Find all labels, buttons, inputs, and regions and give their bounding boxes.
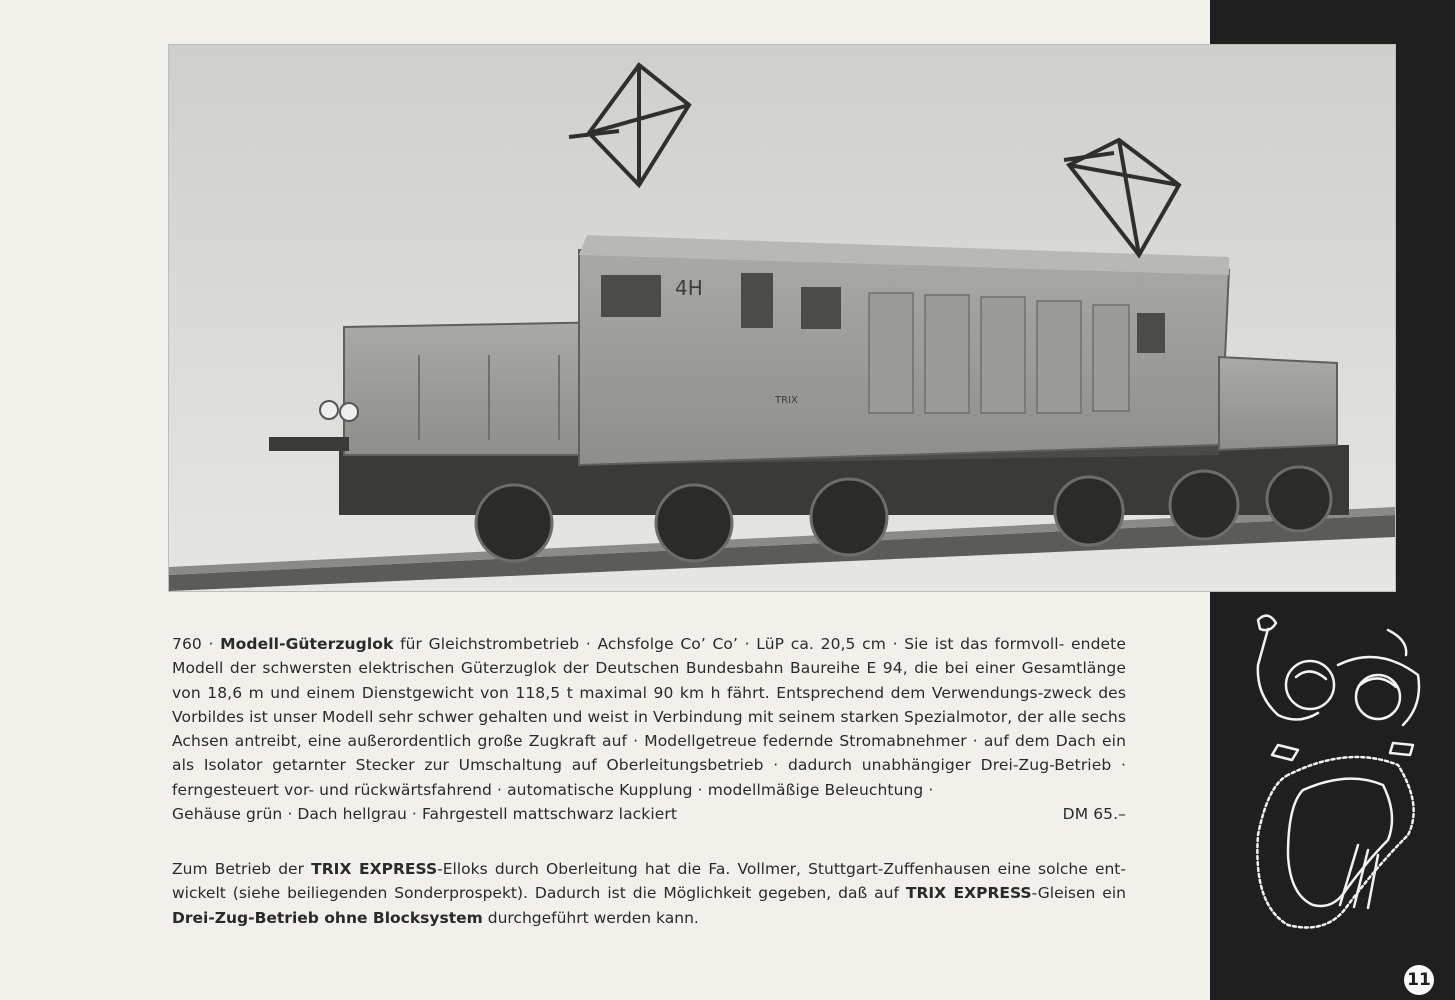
product-number: 760	[172, 635, 202, 653]
price-line	[172, 802, 1126, 826]
price: DM 65.–	[1062, 805, 1126, 824]
brand-name-1: TRIX EXPRESS	[311, 860, 438, 878]
note-text-2: -Elloks durch Oberleitung hat die Fa. Vollmer, Stuttgart-Zuffenhausen eine solche ent-wickelt (siehe beiliegenden Sonderprospekt). Dadurch ist die Möglichkeit gegeben, daß auf	[172, 860, 1126, 903]
note-text-3: -Gleisen ein	[1031, 884, 1126, 903]
product-body: endete Modell der schwersten elektrischen Güterzuglok der Deutschen Bundesbahn Baureihe E 94, die bei einer Gesamtlänge von 18,6 m und einem Dienstgewicht von 118,5 t maximal 90 km h fährt. Entsprechend dem Verwendungs-zweck des Vorbildes ist unser Modell sehr schwer gehalten und weist in Verbindung mit seinem starken Spezialmotor, der alle sechs Achsen antreibt, eine außerordentlich große Zugkraft auf · Modellgetreue federnde Stromabnehmer · auf dem Dach ein als Isolator getarnter Stecker zur Umschaltung auf Oberleitungsbetrieb · dadurch unabhängiger Drei-Zug-Betrieb · ferngesteuert vor- und rückwärtsfahrend · automatische Kupplung · modellmäßige Beleuchtung ·	[172, 635, 1126, 799]
note-text-1: Zum Betrieb der	[172, 860, 312, 878]
product-description: 760 · Modell-Güterzuglok für Gleichstrombetrieb · Achsfolge Co’ Co’ · LüP ca. 20,5 cm · Sie ist das formvoll- endete Modell der schwersten elektrischen Güterzuglok der Deutschen Bundesbahn Baureihe E 94, die bei einer Gesamtlänge von 18,6 m und einem Dienstgewicht von 118,5 t maximal 90 km h fährt. Entsprechend dem Verwendungs-zweck des Vorbildes ist unser Modell sehr schwer gehalten und weist in Verbindung mit seinem starken Spezialmotor, der alle sechs Achsen antreibt, eine außerordentlich große Zugkraft auf · Modellgetreue federnde Stromabnehmer · auf dem Dach ein als Isolator getarnter Stecker zur Umschaltung auf Oberleitungsbetrieb · dadurch unabhängiger Drei-Zug-Betrieb · ferngesteuert vor- und rückwärtsfahrend · automatische Kupplung · modellmäßige Beleuchtung · Gehäuse grün · Dach hellgrau · Fahrgestell mattschwarz lackiert DM 65.–	[172, 632, 1126, 826]
product-line1: für Gleichstrombetrieb · Achsfolge Co’ Co’ · LüP ca. 20,5 cm · Sie ist das formvoll-	[393, 635, 1065, 653]
brand-name-2: TRIX EXPRESS	[905, 884, 1032, 903]
locomotive-photo	[168, 44, 1396, 592]
three-train-highlight: Drei-Zug-Betrieb ohne Blocksystem	[172, 908, 483, 927]
loco-plate-label: 4H	[675, 276, 703, 300]
note-text-4: durchgeführt werden kann.	[482, 908, 699, 927]
product-name: Modell-Güterzuglok	[220, 635, 394, 653]
finish-details: Gehäuse grün · Dach hellgrau · Fahrgestell mattschwarz lackiert	[172, 805, 678, 824]
maker-plate-label: TRIX	[775, 395, 798, 406]
overhead-line-note	[172, 857, 1126, 930]
page-number: 11	[1404, 965, 1434, 995]
children-track-illustration	[1228, 605, 1428, 955]
